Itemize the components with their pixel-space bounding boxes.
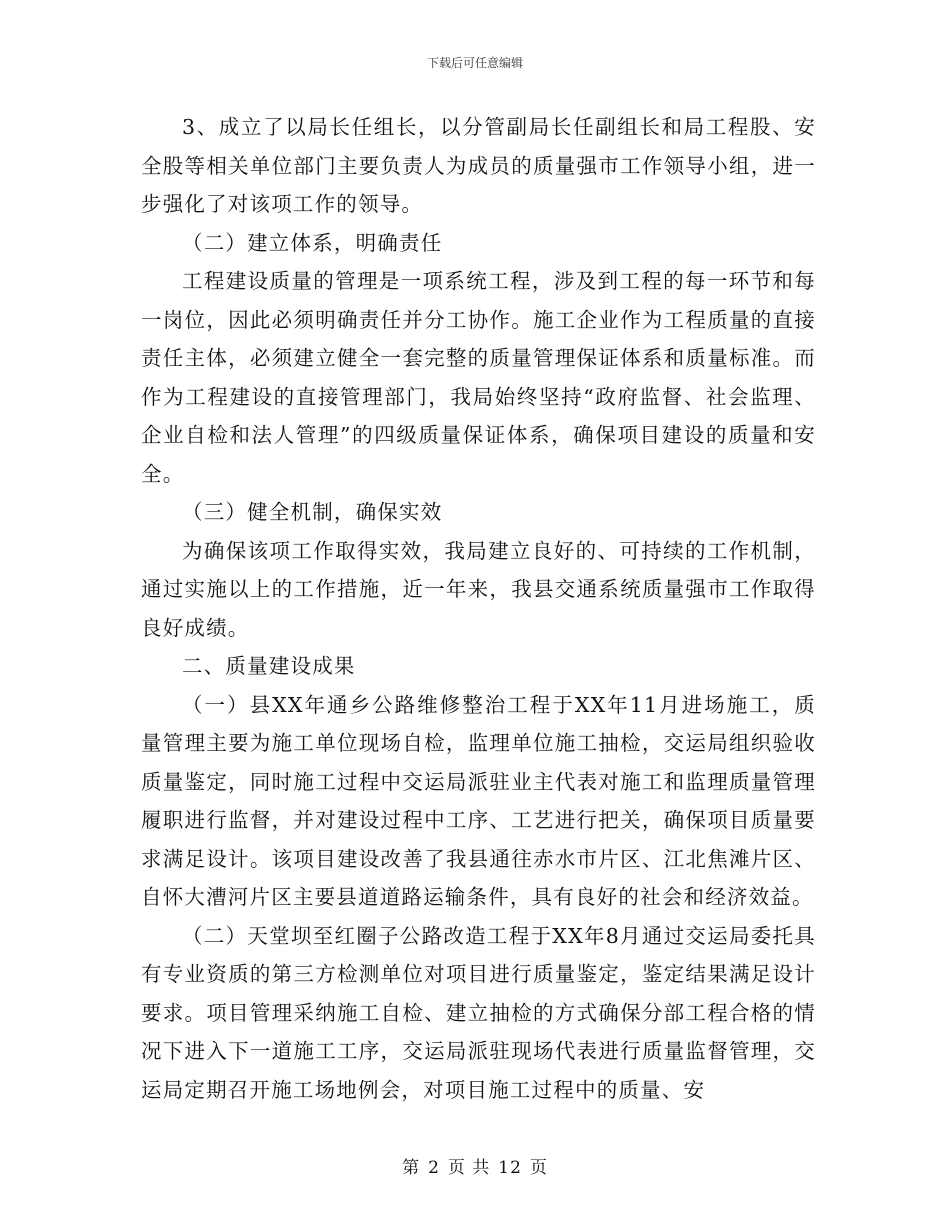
footer-total-pages: 12 [498, 1158, 522, 1178]
paragraph-4: （一）县XX年通乡公路维修整治工程于XX年11月进场施工，质量管理主要为施工单位现场自检，监理单位施工抽检，交运局组织验收质量鉴定，同时施工过程中交运局派驻业主代表对施工和监理质量管理履职进行监督，并对建设过程中工序、工艺进行把关，确保项目质量要求满足设计。该项目建设改善了我县通往赤水市片区、江北焦滩片区、自怀大漕河片区主要县道道路运输条件，具有良好的社会和经济效益。 [141, 692, 816, 909]
paragraph-5: （二）天堂坝至红圈子公路改造工程于XX年8月通过交运局委托具有专业资质的第三方检测单位对项目进行质量鉴定，鉴定结果满足设计要求。项目管理采纳施工自检、建立抽检的方式确保分部工程合格的情况下进入下一道施工工序，交运局派驻现场代表进行质量监督管理，交运局定期召开施工场地例会，对项目施工过程中的质量、安 [141, 923, 816, 1102]
page-header: 下载后可任意编辑 [426, 56, 523, 70]
section-heading-2: （二）建立体系，明确责任 [182, 230, 443, 255]
footer-prefix: 第 [402, 1158, 421, 1178]
footer-page-number: 2 [428, 1158, 440, 1178]
paragraph-3: 为确保该项工作取得实效，我局建立良好的、可持续的工作机制，通过实施以上的工作措施，近一年来，我县交通系统质量强市工作取得良好成绩。 [141, 538, 816, 640]
footer-suffix: 页 [529, 1158, 548, 1178]
page-footer [0, 1153, 950, 1178]
section-heading-3: （三）健全机制，确保实效 [182, 500, 443, 524]
paragraph-2: 工程建设质量的管理是一项系统工程，涉及到工程的每一环节和每一岗位，因此必须明确责任并分工协作。施工企业作为工程质量的直接责任主体，必须建立健全一套完整的质量管理保证体系和质量标准。而作为工程建设的直接管理部门，我局始终坚持“政府监督、社会监理、企业自检和法人管理”的四级质量保证体系，确保项目建设的质量和安全。 [141, 269, 816, 486]
chapter-heading-2: 二、质量建设成果 [182, 654, 356, 678]
footer-middle: 页 共 [447, 1158, 491, 1178]
paragraph-1: 3、成立了以局长任组长，以分管副局长任副组长和局工程股、安全股等相关单位部门主要负责人为成员的质量强市工作领导小组，进一步强化了对该项工作的领导。 [141, 115, 816, 216]
document-body [141, 108, 816, 1109]
